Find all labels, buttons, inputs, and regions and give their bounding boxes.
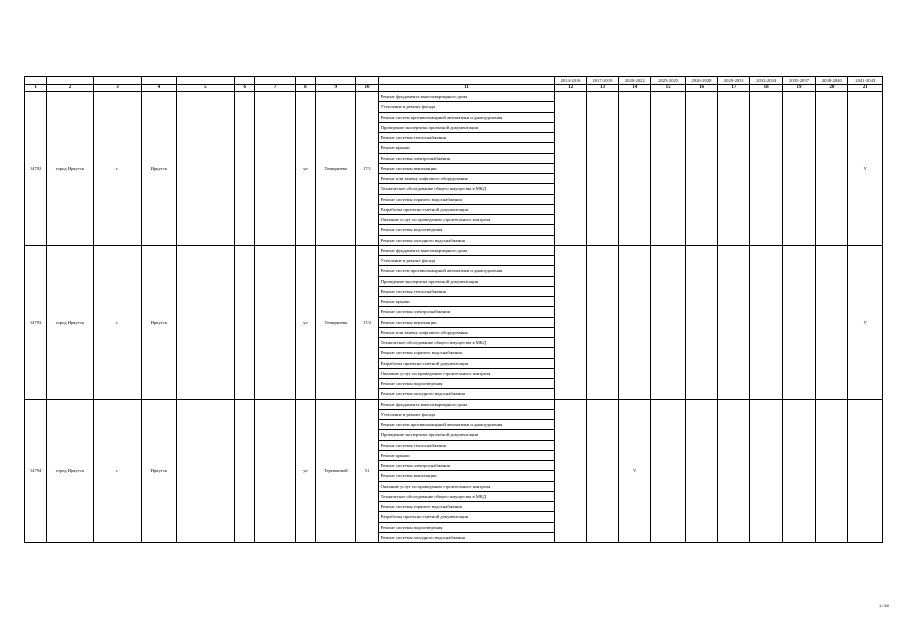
street-name: Темирязева (316, 92, 356, 246)
work-type: Ремонт системы холодного водоснабжения (378, 235, 555, 245)
page-number: 1 / 60 (878, 603, 889, 608)
period-cell (586, 245, 618, 399)
period-header: 2032-2034 (750, 77, 782, 85)
work-type: Ремонт системы холодного водоснабжения (378, 532, 555, 542)
work-type: Проведение экспертизы проектной документации (378, 276, 555, 286)
period-cell (782, 245, 815, 399)
column-number: 4 (142, 85, 176, 92)
work-type: Ремонт системы водоотведения (378, 522, 555, 532)
work-type: Ремонт фундамента многоквартирного дома (378, 399, 555, 409)
district-cell (176, 245, 235, 399)
house-address-number: 51 (356, 399, 378, 543)
work-type: Ремонт систем противопожарной автоматики и дымоудаления (378, 420, 555, 430)
period-cell (555, 92, 586, 246)
column-number: 17 (718, 85, 750, 92)
street-type: ул (295, 399, 315, 543)
header-blank-cell (142, 77, 176, 85)
quarter-cell (255, 399, 295, 543)
municipality: город Иркутск (47, 245, 93, 399)
work-type: Ремонт системы горячего водоснабжения (378, 348, 555, 358)
work-type: Ремонт фундамента многоквартирного дома (378, 245, 555, 255)
period-cell (718, 245, 750, 399)
period-cell (586, 399, 618, 543)
column-number: 14 (619, 85, 651, 92)
period-mark: V (619, 399, 651, 543)
column-number: 19 (782, 85, 815, 92)
work-type: Ремонт крыши (378, 143, 555, 153)
district-cell (176, 399, 235, 543)
period-mark: V (848, 92, 883, 246)
period-cell (782, 92, 815, 246)
settlement-name: Иркутск (142, 399, 176, 543)
header-blank-cell (47, 77, 93, 85)
table-row (25, 399, 883, 409)
period-header: 2041-2043 (848, 77, 883, 85)
street-name: Терешковой (316, 399, 356, 543)
work-type: Проведение экспертизы проектной документации (378, 122, 555, 132)
work-type: Ремонт системы холодного водоснабжения (378, 389, 555, 399)
period-header: 2026-2028 (685, 77, 717, 85)
period-header: 2035-2037 (782, 77, 815, 85)
period-cell (685, 245, 717, 399)
column-number: 2 (47, 85, 93, 92)
column-number: 8 (295, 85, 315, 92)
column-number: 21 (848, 85, 883, 92)
house-number: 14794 (25, 399, 47, 543)
header-blank-cell (235, 77, 255, 85)
period-header-row (25, 77, 883, 85)
period-cell (816, 245, 848, 399)
work-type: Техническое обследование общего имущества в МКД (378, 184, 555, 194)
work-type: Ремонт крыши (378, 450, 555, 460)
work-type: Ремонт системы водоотведения (378, 225, 555, 235)
period-header: 2023-2025 (651, 77, 685, 85)
house-number: 14792 (25, 92, 47, 246)
column-number-row (25, 85, 883, 92)
column-number: 5 (176, 85, 235, 92)
municipality: город Иркутск (47, 399, 93, 543)
work-type: Ремонт или замену лифтового оборудования (378, 327, 555, 337)
street-type: ул (295, 245, 315, 399)
column-number: 20 (816, 85, 848, 92)
column-number: 16 (685, 85, 717, 92)
column-number: 15 (651, 85, 685, 92)
work-type: Утепление и ремонт фасада (378, 409, 555, 419)
work-type: Утепление и ремонт фасада (378, 102, 555, 112)
settlement-type: г. (93, 245, 142, 399)
microdistrict-cell (235, 399, 255, 543)
settlement-name: Иркутск (142, 245, 176, 399)
period-cell (816, 92, 848, 246)
work-type: Проведение экспертизы проектной документации (378, 430, 555, 440)
microdistrict-cell (235, 92, 255, 246)
header-blank-cell (255, 77, 295, 85)
period-header: 2020-2022 (619, 77, 651, 85)
column-number: 13 (586, 85, 618, 92)
period-header: 2017-2019 (586, 77, 618, 85)
header-blank-cell (93, 77, 142, 85)
house-number: 14793 (25, 245, 47, 399)
work-type: Оказание услуг по проведению строительного контроля (378, 481, 555, 491)
work-type: Ремонт системы теплоснабжения (378, 286, 555, 296)
district-cell (176, 92, 235, 246)
house-address-number: 17/2 (356, 245, 378, 399)
municipality: город Иркутск (47, 92, 93, 246)
work-type: Ремонт системы теплоснабжения (378, 133, 555, 143)
column-number: 18 (750, 85, 782, 92)
header-blank-cell (378, 77, 555, 85)
street-name: Темирязева (316, 245, 356, 399)
table-row (25, 245, 883, 255)
period-cell (848, 399, 883, 543)
street-type: ул (295, 92, 315, 246)
work-type: Разработка проектно-сметной документации (378, 358, 555, 368)
period-cell (750, 245, 782, 399)
column-number: 12 (555, 85, 586, 92)
period-cell (555, 399, 586, 543)
period-cell (586, 92, 618, 246)
work-type: Оказание услуг по проведению строительного контроля (378, 215, 555, 225)
work-type: Разработка проектно-сметной документации (378, 204, 555, 214)
work-type: Ремонт системы электроснабжения (378, 461, 555, 471)
column-number: 7 (255, 85, 295, 92)
column-number: 1 (25, 85, 47, 92)
period-cell (555, 245, 586, 399)
house-address-number: 17/1 (356, 92, 378, 246)
period-cell (619, 92, 651, 246)
quarter-cell (255, 245, 295, 399)
microdistrict-cell (235, 245, 255, 399)
period-cell (750, 92, 782, 246)
period-cell (718, 399, 750, 543)
header-blank-cell (356, 77, 378, 85)
work-type: Оказание услуг по проведению строительного контроля (378, 368, 555, 378)
work-type: Ремонт систем противопожарной автоматики и дымоудаления (378, 112, 555, 122)
column-number: 9 (316, 85, 356, 92)
work-type: Ремонт системы горячего водоснабжения (378, 194, 555, 204)
period-cell (685, 92, 717, 246)
capital-repair-schedule (24, 76, 883, 543)
work-type: Ремонт системы вентиляции (378, 317, 555, 327)
period-cell (782, 399, 815, 543)
work-type: Утепление и ремонт фасада (378, 256, 555, 266)
period-cell (718, 92, 750, 246)
work-type: Ремонт системы теплоснабжения (378, 440, 555, 450)
schedule-table (24, 76, 883, 543)
column-number: 6 (235, 85, 255, 92)
work-type: Ремонт крыши (378, 297, 555, 307)
work-type: Ремонт системы вентиляции (378, 471, 555, 481)
work-type: Техническое обследование общего имущества в МКД (378, 338, 555, 348)
header-blank-cell (316, 77, 356, 85)
header-blank-cell (25, 77, 47, 85)
period-header: 2014-2016 (555, 77, 586, 85)
work-type: Техническое обследование общего имущества в МКД (378, 491, 555, 501)
work-type: Ремонт фундамента многоквартирного дома (378, 92, 555, 102)
settlement-type: г. (93, 92, 142, 246)
period-mark: V (848, 245, 883, 399)
period-cell (750, 399, 782, 543)
column-number: 10 (356, 85, 378, 92)
header-blank-cell (295, 77, 315, 85)
column-number: 3 (93, 85, 142, 92)
settlement-name: Иркутск (142, 92, 176, 246)
column-number: 11 (378, 85, 555, 92)
work-type: Ремонт системы электроснабжения (378, 307, 555, 317)
period-cell (651, 399, 685, 543)
quarter-cell (255, 92, 295, 246)
work-type: Разработка проектно-сметной документации (378, 512, 555, 522)
period-cell (619, 245, 651, 399)
work-type: Ремонт или замену лифтового оборудования (378, 174, 555, 184)
work-type: Ремонт систем противопожарной автоматики и дымоудаления (378, 266, 555, 276)
period-cell (651, 245, 685, 399)
work-type: Ремонт системы водоотведения (378, 379, 555, 389)
settlement-type: г. (93, 399, 142, 543)
header-blank-cell (176, 77, 235, 85)
period-header: 2029-2031 (718, 77, 750, 85)
period-cell (651, 92, 685, 246)
work-type: Ремонт системы вентиляции (378, 163, 555, 173)
work-type: Ремонт системы горячего водоснабжения (378, 502, 555, 512)
period-header: 2038-2040 (816, 77, 848, 85)
work-type: Ремонт системы электроснабжения (378, 153, 555, 163)
table-row (25, 92, 883, 102)
period-cell (816, 399, 848, 543)
period-cell (685, 399, 717, 543)
